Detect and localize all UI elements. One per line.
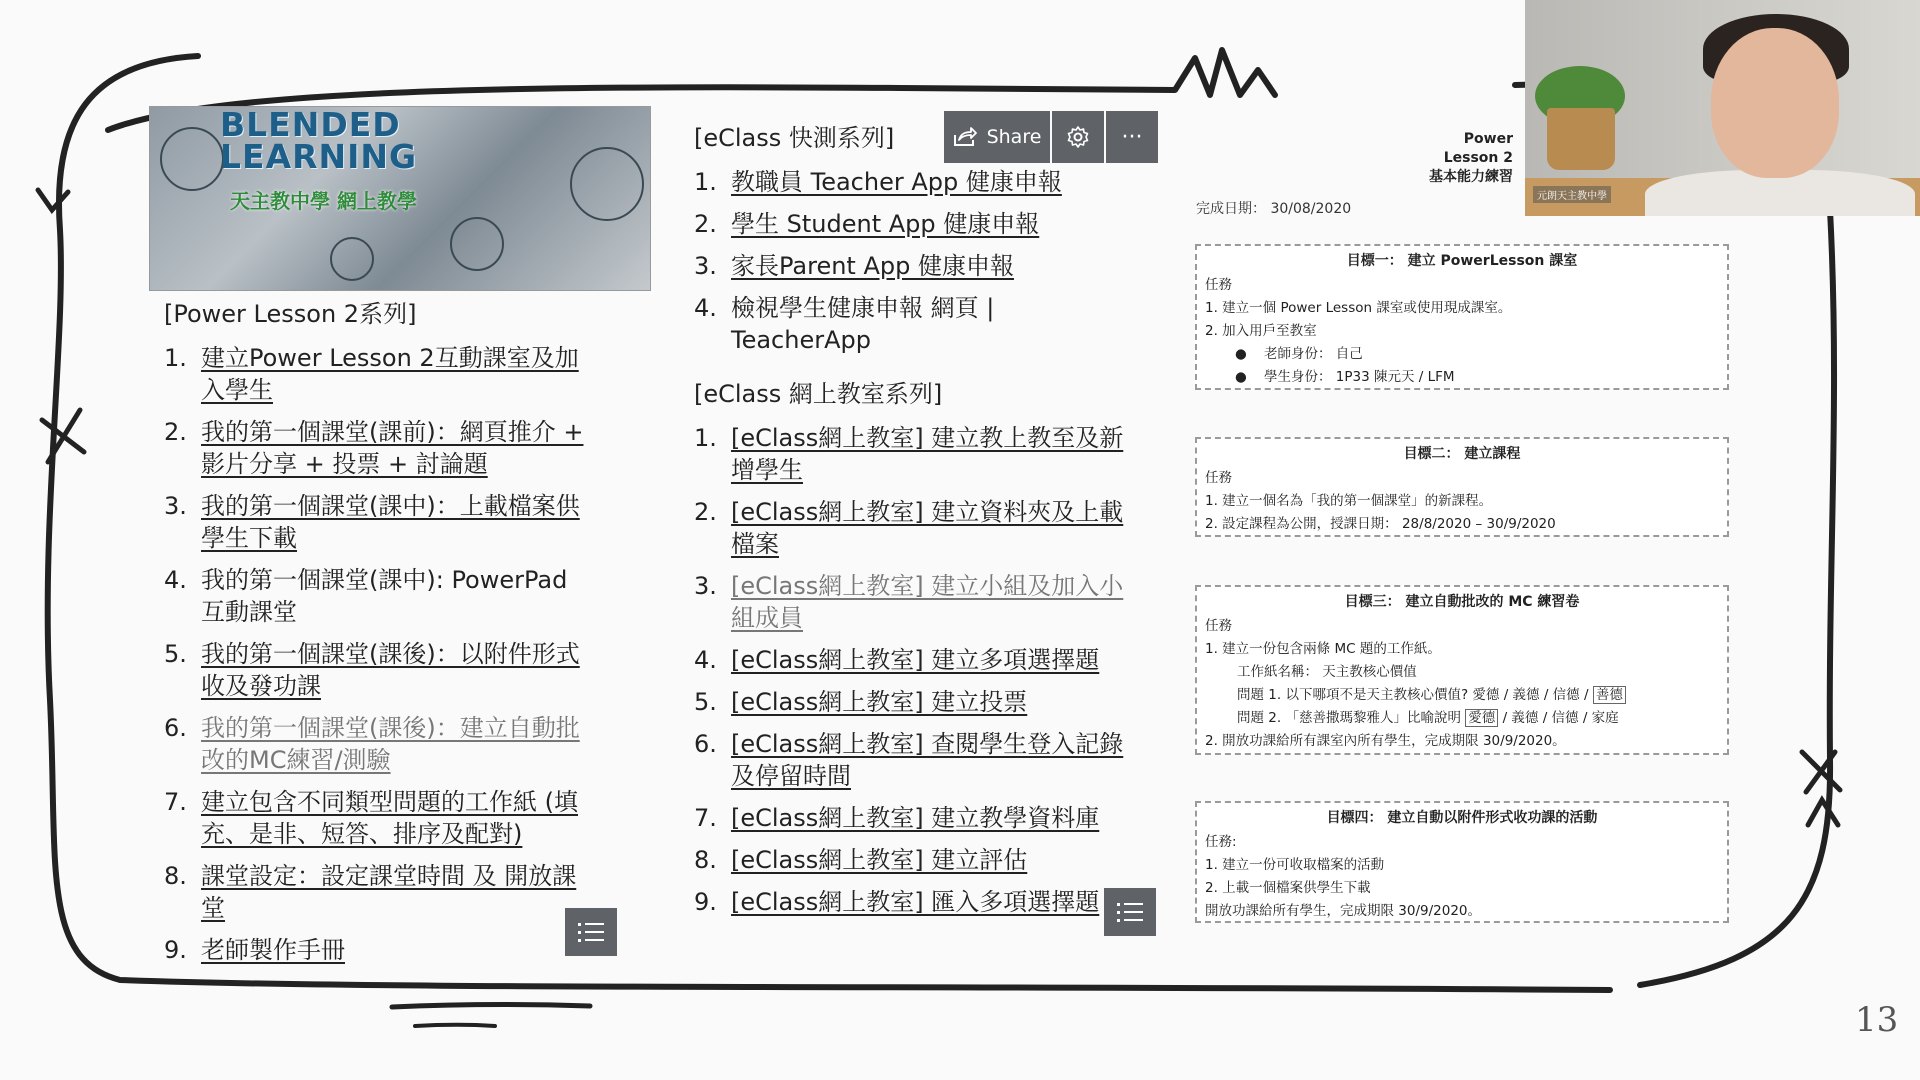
- goal-title: 目標一： 建立 PowerLesson 課室: [1346, 253, 1578, 269]
- eclass-quicktest-heading: [eClass 快測系列]: [694, 124, 895, 152]
- worksheet-title: Power Lesson 2 基本能力練習: [1429, 131, 1513, 185]
- list-item[interactable]: 2. [eClass網上教室] 建立資料夾及上載檔案: [694, 498, 1124, 558]
- task-line: 1. 建立一份可收取檔案的活動: [1205, 857, 1385, 873]
- task-bullet: ● 老師身份： 自己: [1235, 346, 1363, 362]
- list-item: 4. 我的第一個課堂(課中): PowerPad 互動課堂: [164, 566, 568, 626]
- banner-subtitle: 天主教中學 網上教學: [230, 189, 417, 213]
- list-item[interactable]: 7. 建立包含不同類型問題的工作紙 (填充、是非、短答、排序及配對): [164, 788, 578, 848]
- eclass-quicktest-list: [694, 166, 1164, 356]
- list-icon: [1117, 901, 1143, 923]
- list-item[interactable]: 3. 家長Parent App 健康申報: [694, 252, 1014, 280]
- task-bullet: ● 學生身份： 1P33 陳元天 / LFM: [1235, 369, 1455, 385]
- list-item[interactable]: 6. [eClass網上教室] 查閱學生登入記錄及停留時間: [694, 730, 1124, 790]
- webcam-tag: 元朗天主教中學: [1533, 186, 1611, 203]
- task-line: 1. 建立一份包含兩條 MC 題的工作紙。: [1205, 641, 1441, 657]
- list-item[interactable]: 5. 我的第一個課堂(課後)：以附件形式收及發功課: [164, 640, 580, 700]
- goal-four-box: [1195, 801, 1729, 923]
- list-item[interactable]: 8. 課堂設定：設定課堂時間 及 開放課堂: [164, 862, 577, 922]
- list-item[interactable]: 4. [eClass網上教室] 建立多項選擇題: [694, 646, 1100, 674]
- goal-title: 目標二： 建立課程: [1403, 446, 1521, 462]
- goal-title: 目標四： 建立自動以附件形式收功課的活動: [1326, 810, 1598, 826]
- list-item[interactable]: 1. 建立Power Lesson 2互動課室及加入學生: [164, 344, 579, 404]
- share-label: Share: [986, 126, 1042, 148]
- presenter-avatar: [1711, 28, 1839, 178]
- task-line: 開放功課給所有學生，完成期限 30/9/2020。: [1205, 903, 1482, 919]
- goal-three-box: [1195, 585, 1729, 755]
- list-item[interactable]: 3. [eClass網上教室] 建立小組及加入小組成員: [694, 572, 1124, 632]
- goal-title: 目標三： 建立自動批改的 MC 練習卷: [1344, 594, 1580, 610]
- task-line: 1. 建立一個 Power Lesson 課室或使用現成課室。: [1205, 300, 1512, 316]
- banner-title: BLENDED LEARNING: [220, 106, 418, 176]
- more-icon: ···: [1121, 124, 1143, 150]
- list-item[interactable]: 7. [eClass網上教室] 建立教學資料庫: [694, 804, 1100, 832]
- list-item[interactable]: 2. 學生 Student App 健康申報: [694, 210, 1040, 238]
- task-line: 2. 上載一個檔案供學生下載: [1205, 880, 1371, 896]
- list-item[interactable]: 2. 我的第一個課堂(課前)：網頁推介 + 影片分享 + 投票 + 討論題: [164, 418, 584, 478]
- task-line: 2. 開放功課給所有課室內所有學生，完成期限 30/9/2020。: [1205, 733, 1566, 749]
- list-item[interactable]: 5. [eClass網上教室] 建立投票: [694, 688, 1028, 716]
- task-label: 任務: [1205, 470, 1232, 486]
- goal-two-box: [1195, 437, 1729, 537]
- share-button[interactable]: [944, 111, 1050, 163]
- list-item[interactable]: 1. 教職員 Teacher App 健康申報: [694, 168, 1062, 196]
- task-line: 2. 設定課程為公開，授課日期： 28/8/2020 – 30/9/2020: [1205, 516, 1556, 532]
- list-icon: [578, 921, 604, 943]
- task-line: 1. 建立一個名為「我的第一個課堂」的新課程。: [1205, 493, 1493, 509]
- page-number: 13: [1855, 1000, 1899, 1040]
- list-item[interactable]: 9. [eClass網上教室] 匯入多項選擇題: [694, 888, 1100, 916]
- question-one: 問題 1. 以下哪項不是天主教核心價值? 愛德 / 義德 / 信德 / 善德: [1205, 684, 1719, 707]
- task-label: 任務: [1205, 277, 1232, 293]
- power-lesson-heading: [Power Lesson 2系列]: [164, 300, 417, 328]
- question-two: 問題 2. 「慈善撒瑪黎雅人」比喻說明 愛德 / 義德 / 信德 / 家庭: [1237, 710, 1619, 726]
- settings-button[interactable]: [1052, 111, 1104, 163]
- list-item[interactable]: 1. [eClass網上教室] 建立教上教至及新增學生: [694, 424, 1124, 484]
- list-item[interactable]: 3. 我的第一個課堂(課中)：上載檔案供學生下載: [164, 492, 580, 552]
- eclass-classroom-heading: [eClass 網上教室系列]: [694, 380, 943, 408]
- list-item[interactable]: 9. 老師製作手冊: [164, 936, 345, 964]
- list-menu-button[interactable]: [565, 908, 617, 956]
- embed-toolbar: [944, 111, 1158, 163]
- blended-learning-banner: [149, 106, 651, 291]
- list-item[interactable]: 4. 檢視學生健康申報 網頁 | TeacherApp: [694, 294, 995, 354]
- goal-one-box: [1195, 244, 1729, 390]
- task-line: 工作紙名稱： 天主教核心價值: [1237, 664, 1417, 680]
- more-options-button[interactable]: [1106, 111, 1158, 163]
- worksheet-date: 完成日期： 30/08/2020: [1196, 201, 1352, 217]
- task-label: 任務:: [1205, 834, 1237, 850]
- list-menu-button[interactable]: [1104, 888, 1156, 936]
- gear-icon: [1066, 125, 1090, 149]
- share-icon: [953, 127, 977, 147]
- power-lesson-list: [164, 342, 594, 966]
- webcam-video: [1525, 0, 1920, 216]
- list-item[interactable]: 8. [eClass網上教室] 建立評估: [694, 846, 1028, 874]
- eclass-classroom-list: [694, 422, 1134, 918]
- list-item[interactable]: 6. 我的第一個課堂(課後)：建立自動批改的MC練習/測驗: [164, 714, 580, 774]
- task-line: 2. 加入用戶至教室: [1205, 323, 1317, 339]
- task-label: 任務: [1205, 618, 1232, 634]
